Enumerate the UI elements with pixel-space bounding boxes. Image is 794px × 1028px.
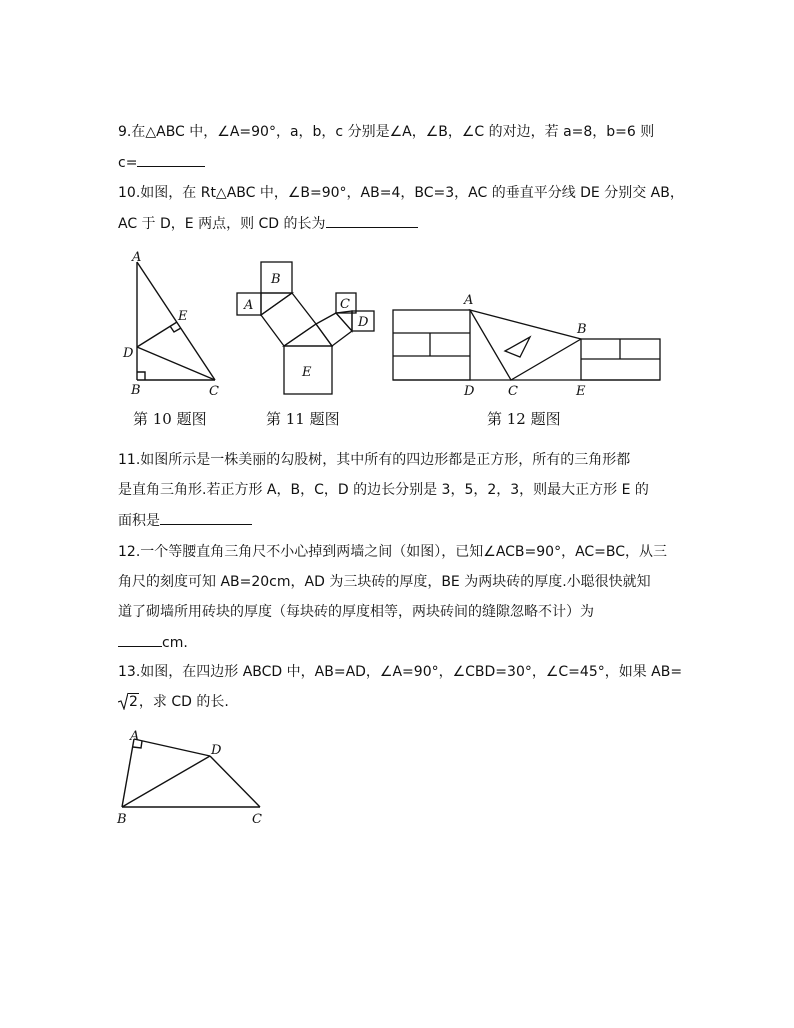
fig12-label-e: E <box>576 384 586 399</box>
q10-prefix: AC 于 D，E 两点，则 CD 的长为 <box>118 216 326 232</box>
q12-suffix: cm. <box>162 635 188 651</box>
fig12-label-b: B <box>577 322 587 337</box>
q13-rest: ，求 CD 的长. <box>138 694 229 710</box>
radical-sign-icon <box>118 692 128 710</box>
fig10-label-e: E <box>178 309 188 324</box>
figure-13-diagram <box>114 726 270 828</box>
figure-10-diagram <box>118 248 226 400</box>
fig13-label-a: A <box>130 729 140 744</box>
q11-line3 <box>118 510 252 531</box>
fig12-label-a: A <box>464 293 474 308</box>
fig10-label-c: C <box>209 384 219 399</box>
q10-line2 <box>118 213 418 234</box>
q13-line1: 13.如图，在四边形 ABCD 中，AB=AD，∠A=90°，∠CBD=30°，∠C=45°，如果 AB= <box>118 664 683 680</box>
figure-10-caption: 第 10 题图 <box>133 410 207 428</box>
q12-line4 <box>118 632 188 653</box>
fig13-label-d: D <box>211 743 222 758</box>
fig10-label-b: B <box>131 383 141 398</box>
q9-line2 <box>118 152 205 173</box>
fig12-label-c: C <box>508 384 518 399</box>
q9-prefix: c= <box>118 155 138 171</box>
figure-12-caption: 第 12 题图 <box>487 410 561 428</box>
fig11-label-b: B <box>271 272 281 287</box>
fig10-label-a: A <box>132 250 142 265</box>
figure-12-diagram <box>390 288 664 400</box>
q11-line1: 11.如图所示是一株美丽的勾股树，其中所有的四边形都是正方形，所有的三角形都 <box>118 452 631 468</box>
q12-answer-blank <box>118 632 162 647</box>
figure-11-caption: 第 11 题图 <box>266 410 340 428</box>
q12-line1: 12.一个等腰直角三角尺不小心掉到两墙之间（如图），已知∠ACB=90°，AC=BC，从三 <box>118 544 668 560</box>
fig13-label-c: C <box>252 812 262 827</box>
q11-answer-blank <box>160 510 252 525</box>
fig11-label-e: E <box>302 365 312 380</box>
q11-line2: 是直角三角形.若正方形 A，B，C，D 的边长分别是 3，5，2，3，则最大正方形 E 的 <box>118 482 649 498</box>
q9-line1: 9.在△ABC 中，∠A=90°，a，b，c 分别是∠A，∠B，∠C 的对边，若 a=8，b=6 则 <box>118 124 655 140</box>
q10-answer-blank <box>326 213 418 228</box>
fig11-label-c: C <box>340 297 350 312</box>
q11-prefix: 面积是 <box>118 513 160 529</box>
fig11-label-d: D <box>358 315 369 330</box>
figure-11-diagram <box>234 258 380 400</box>
fig11-label-a: A <box>244 298 254 313</box>
q13-line2 <box>118 692 229 712</box>
q12-line3: 道了砌墙所用砖块的厚度（每块砖的厚度相等，两块砖间的缝隙忽略不计）为 <box>118 604 594 620</box>
q9-answer-blank <box>137 152 205 167</box>
q10-line1: 10.如图，在 Rt△ABC 中，∠B=90°，AB=4，BC=3，AC 的垂直平分线 DE 分别交 AB， <box>118 185 684 201</box>
q12-line2: 角尺的刻度可知 AB=20cm，AD 为三块砖的厚度，BE 为两块砖的厚度.小聪很快就知 <box>118 574 651 590</box>
fig13-label-b: B <box>117 812 127 827</box>
fig12-label-d: D <box>464 384 475 399</box>
fig10-label-d: D <box>123 346 134 361</box>
sqrt-radicand: 2 <box>129 694 138 710</box>
sqrt-expression <box>118 692 139 712</box>
